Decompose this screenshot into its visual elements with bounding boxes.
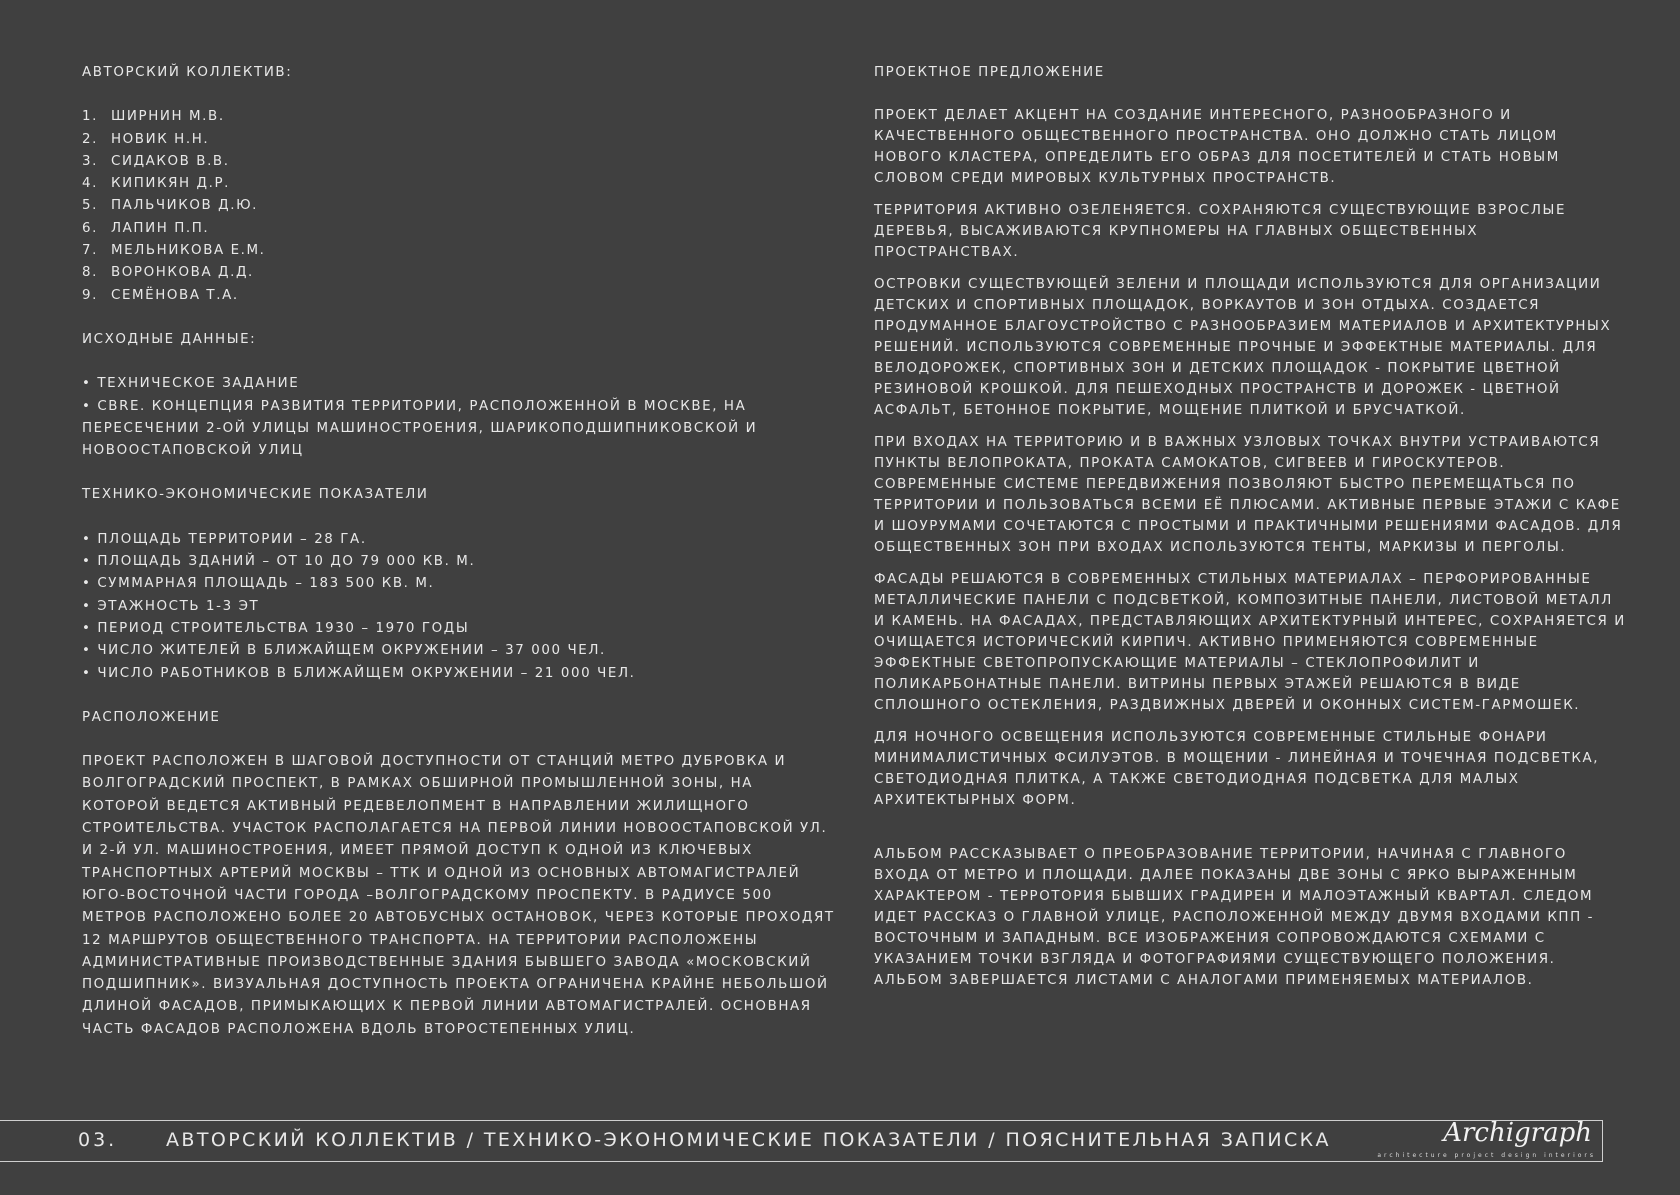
tech-item: • ЭТАЖНОСТЬ 1-3 ЭТ bbox=[82, 596, 837, 618]
footer-title: АВТОРСКИЙ КОЛЛЕКТИВ / ТЕХНИКО-ЭКОНОМИЧЕСКИЕ ПОКАЗАТЕЛИ / ПОЯСНИТЕЛЬНАЯ ЗАПИСКА bbox=[166, 1129, 1331, 1151]
team-heading: АВТОРСКИЙ КОЛЛЕКТИВ: bbox=[82, 65, 293, 80]
tech-list bbox=[82, 529, 837, 685]
team-list bbox=[82, 106, 837, 307]
tech-heading: ТЕХНИКО-ЭКОНОМИЧЕСКИЕ ПОКАЗАТЕЛИ bbox=[82, 487, 429, 503]
proposal-paragraph: ПРОЕКТ ДЕЛАЕТ АКЦЕНТ НА СОЗДАНИЕ ИНТЕРЕСНОГО, РАЗНООБРАЗНОГО И КАЧЕСТВЕННОГО ОБЩЕСТВЕННОГО ПРОСТРАНСТВА. ОНО ДОЛЖНО СТАТЬ ЛИЦОМ НОВОГО КЛАСТЕРА, ОПРЕДЕЛИТЬ ЕГО ОБРАЗ ДЛЯ ПОСЕТИТЕЛЕЙ И СТАТЬ НОВЫМ СЛОВОМ СРЕДИ МИРОВЫХ КУЛЬТУРНЫХ ПРОСТРАНСТВ. bbox=[874, 108, 1560, 186]
page-number: 03. bbox=[78, 1129, 118, 1151]
tech-item: • ЧИСЛО ЖИТЕЛЕЙ В БЛИЖАЙЩЕМ ОКРУЖЕНИИ – 37 000 ЧЕЛ. bbox=[82, 640, 837, 662]
proposal-paragraph: ТЕРРИТОРИЯ АКТИВНО ОЗЕЛЕНЯЕТСЯ. СОХРАНЯЮТСЯ СУЩЕСТВУЮЩИЕ ВЗРОСЛЫЕ ДЕРЕВЬЯ, ВЫСАЖИВАЮТСЯ КРУПНОМЕРЫ НА ГЛАВНЫХ ОБЩЕСТВЕННЫХ ПРОСТРАНСТВАХ. bbox=[874, 203, 1567, 260]
source-item: • CBRE. КОНЦЕПЦИЯ РАЗВИТИЯ ТЕРРИТОРИИ, РАСПОЛОЖЕННОЙ В МОСКВЕ, НА ПЕРЕСЕЧЕНИИ 2-ОЙ УЛИЦЫ МАШИНОСТРОЕНИЯ, ШАРИКОПОДШИПНИКОВСКОЙ И НОВООСТАПОВСКОЙ УЛИЦ bbox=[82, 396, 837, 463]
proposal-paragraph: ДЛЯ НОЧНОГО ОСВЕЩЕНИЯ ИСПОЛЬЗУЮТСЯ СОВРЕМЕННЫЕ СТИЛЬНЫЕ ФОНАРИ МИНИМАЛИСТИЧНЫХ ФСИЛУЭТОВ. В МОЩЕНИИ - ЛИНЕЙНАЯ И ТОЧЕЧНАЯ ПОДСВЕТКА, СВЕТОДИОДНАЯ ПЛИТКА, А ТАКЖЕ СВЕТОДИОДНАЯ ПОДСВЕТКА ДЛЯ МАЛЫХ АРХИТЕКТЫРНЫХ ФОРМ. bbox=[874, 730, 1600, 808]
right-column bbox=[874, 62, 1629, 991]
location-heading: РАСПОЛОЖЕНИЕ bbox=[82, 709, 221, 725]
team-member: 6. ЛАПИН П.П. bbox=[82, 220, 210, 236]
archigraph-logo bbox=[1377, 1118, 1602, 1160]
proposal-paragraph: ПРИ ВХОДАХ НА ТЕРРИТОРИЮ И В ВАЖНЫХ УЗЛОВЫХ ТОЧКАХ ВНУТРИ УСТРАИВАЮТСЯ ПУНКТЫ ВЕЛОПРОКАТА, ПРОКАТА САМОКАТОВ, СИГВЕЕВ И ГИРОСКУТЕРОВ. СОВРЕМЕННЫЕ СИСТЕМЕ ПЕРЕДВИЖЕНИЯ ПОЗВОЛЯЮТ БЫСТРО ПЕРЕМЕЩАТЬСЯ ПО ТЕРРИТОРИИ И ПОЛЬЗОВАТЬСЯ ВСЕМИ ЕЁ ПЛЮСАМИ. АКТИВНЫЕ ПЕРВЫЕ ЭТАЖИ С КАФЕ И ШОУРУМАМИ СОЧЕТАЮТСЯ С ПРОСТЫМИ И ПРАКТИЧНЫМИ РЕШЕНИЯМИ ФАСАДОВ. ДЛЯ ОБЩЕСТВЕННЫХ ЗОН ПРИ ВХОДАХ ИСПОЛЬЗУЮТСЯ ТЕНТЫ, МАРКИЗЫ И ПЕРГОЛЫ. bbox=[874, 435, 1623, 555]
team-member: 9. СЕМЁНОВА Т.А. bbox=[82, 287, 239, 303]
album-text: АЛЬБОМ РАССКАЗЫВАЕТ О ПРЕОБРАЗОВАНИЕ ТЕРРИТОРИИ, НАЧИНАЯ С ГЛАВНОГО ВХОДА ОТ МЕТРО И ПЛОЩАДИ. ДАЛЕЕ ПОКАЗАНЫ ДВЕ ЗОНЫ С ЯРКО ВЫРАЖЕННЫМ ХАРАКТЕРОМ - ТЕРРОТОРИЯ БЫВШИХ ГРАДИРЕН И МАЛОЭТАЖНЫЙ КВАРТАЛ. СЛЕДОМ ИДЕТ РАССКАЗ О ГЛАВНОЙ УЛИЦЕ, РАСПОЛОЖЕННОЙ МЕЖДУ ДВУМЯ ВХОДАМИ КПП - ВОСТОЧНЫМ И ЗАПАДНЫМ. ВСЕ ИЗОБРАЖЕНИЯ СОПРОВОЖДАЮТСЯ СХЕМАМИ С УКАЗАНИЕМ ТОЧКИ ВЗГЛЯДА И ФОТОГРАФИЯМИ СУЩЕСТВУЮЩЕГО ПОЛОЖЕНИЯ. АЛЬБОМ ЗАВЕРШАЕТСЯ ЛИСТАМИ С АНАЛОГАМИ ПРИМЕНЯЕМЫХ МАТЕРИАЛОВ. bbox=[874, 847, 1595, 988]
team-member: 5. ПАЛЬЧИКОВ Д.Ю. bbox=[82, 198, 259, 214]
footer-bar bbox=[0, 1120, 1603, 1162]
logo-tagline: architecture project design interiors bbox=[1377, 1152, 1596, 1159]
location-text: ПРОЕКТ РАСПОЛОЖЕН В ШАГОВОЙ ДОСТУПНОСТИ ОТ СТАНЦИЙ МЕТРО ДУБРОВКА И ВОЛГОГРАДСКИЙ ПРОСПЕКТ, В РАМКАХ ОБШИРНОЙ ПРОМЫШЛЕННОЙ ЗОНЫ, НА КОТОРОЙ ВЕДЕТСЯ АКТИВНЫЙ РЕДЕВЕЛОПМЕНТ В НАПРАВЛЕНИИ ЖИЛИЩНОГО СТРОИТЕЛЬСТВА. УЧАСТОК РАСПОЛАГАЕТСЯ НА ПЕРВОЙ ЛИНИИ НОВООСТАПОВСКОЙ УЛ. И 2-Й УЛ. МАШИНОСТРОЕНИЯ, ИМЕЕТ ПРЯМОЙ ДОСТУП К ОДНОЙ ИЗ КЛЮЧЕВЫХ ТРАНСПОРТНЫХ АРТЕРИЙ МОСКВЫ – ТТК И ОДНОЙ ИЗ ОСНОВНЫХ АВТОМАГИСТРАЛЕЙ ЮГО-ВОСТОЧНОЙ ЧАСТИ ГОРОДА –ВОЛГОГРАДСКОМУ ПРОСПЕКТУ. В РАДИУСЕ 500 МЕТРОВ РАСПОЛОЖЕНО БОЛЕЕ 20 АВТОБУСНЫХ ОСТАНОВОК, ЧЕРЕЗ КОТОРЫЕ ПРОХОДЯТ 12 МАРШРУТОВ ОБЩЕСТВЕННОГО ТРАНСПОРТА. НА ТЕРРИТОРИИ РАСПОЛОЖЕНЫ АДМИНИСТРАТИВНЫЕ ПРОИЗВОДСТВЕННЫЕ ЗДАНИЯ БЫВШЕГО ЗАВОДА «МОСКОВСКИЙ ПОДШИПНИК». ВИЗУАЛЬНАЯ ДОСТУПНОСТЬ ПРОЕКТА ОГРАНИЧЕНА КРАЙНЕ НЕБОЛЬШОЙ ДЛИНОЙ ФАСАДОВ, ПРИМЫКАЮЩИХ К ПЕРВОЙ ЛИНИИ АВТОМАГИСТРАЛЕЙ. ОСНОВНАЯ ЧАСТЬ ФАСАДОВ РАСПОЛОЖЕНА ВДОЛЬ ВТОРОСТЕПЕННЫХ УЛИЦ. bbox=[82, 754, 835, 1037]
team-member: 2. НОВИК Н.Н. bbox=[82, 131, 210, 147]
team-member: 1. ШИРНИН М.В. bbox=[82, 109, 225, 125]
team-member: 3. СИДАКОВ В.В. bbox=[82, 153, 230, 169]
logo-wordmark: Archigraph bbox=[1443, 1118, 1592, 1148]
tech-item: • СУММАРНАЯ ПЛОЩАДЬ – 183 500 КВ. М. bbox=[82, 573, 837, 595]
team-member: 8. ВОРОНКОВА Д.Д. bbox=[82, 265, 254, 281]
team-member: 7. МЕЛЬНИКОВА Е.М. bbox=[82, 243, 266, 259]
team-member: 4. КИПИКЯН Д.Р. bbox=[82, 176, 230, 192]
proposal-paragraph: ОСТРОВКИ СУЩЕСТВУЮЩЕЙ ЗЕЛЕНИ И ПЛОЩАДИ ИСПОЛЬЗУЮТСЯ ДЛЯ ОРГАНИЗАЦИИ ДЕТСКИХ И СПОРТИВНЫХ ПЛОЩАДОК, ВОРКАУТОВ И ЗОН ОТДЫХА. СОЗДАЕТСЯ ПРОДУМАННОЕ БЛАГОУСТРОЙСТВО С РАЗНООБРАЗИЕМ МАТЕРИАЛОВ И АРХИТЕКТУРНЫХ РЕШЕНИЙ. ИСПОЛЬЗУЮТСЯ СОВРЕМЕННЫЕ ПРОЧНЫЕ И ЭФФЕКТНЫЕ МАТЕРИАЛЫ. ДЛЯ ВЕЛОДОРОЖЕК, СПОРТИВНЫХ ЗОН И ДЕТСКИХ ПЛОЩАДОК - ПОКРЫТИЕ ЦВЕТНОЙ РЕЗИНОВОЙ КРОШКОЙ. ДЛЯ ПЕШЕХОДНЫХ ПРОСТРАНСТВ И ДОРОЖЕК - ЦВЕТНОЙ АСФАЛЬТ, БЕТОННОЕ ПОКРЫТИЕ, МОЩЕНИЕ ПЛИТКОЙ И БРУСЧАТКОЙ. bbox=[874, 277, 1612, 418]
left-column bbox=[82, 62, 837, 1041]
tech-item: • ПЕРИОД СТРОИТЕЛЬСТВА 1930 – 1970 ГОДЫ bbox=[82, 618, 837, 640]
proposal-paragraph: ФАСАДЫ РЕШАЮТСЯ В СОВРЕМЕННЫХ СТИЛЬНЫХ МАТЕРИАЛАХ – ПЕРФОРИРОВАННЫЕ МЕТАЛЛИЧЕСКИЕ ПАНЕЛИ С ПОДСВЕТКОЙ, КОМПОЗИТНЫЕ ПАНЕЛИ, ЛИСТОВОЙ МЕТАЛЛ И КАМЕНЬ. НА ФАСАДАХ, ПРЕДСТАВЛЯЮЩИХ АРХИТЕКТУРНЫЙ ИНТЕРЕС, СОХРАНЯЕТСЯ И ОЧИЩАЕТСЯ ИСТОРИЧЕСКИЙ КИРПИЧ. АКТИВНО ПРИМЕНЯЮТСЯ СОВРЕМЕННЫЕ ЭФФЕКТНЫЕ СВЕТОПРОПУСКАЮЩИЕ МАТЕРИАЛЫ – СТЕКЛОПРОФИЛИТ И ПОЛИКАРБОНАТНЫЕ ПАНЕЛИ. ВИТРИНЫ ПЕРВЫХ ЭТАЖЕЙ РЕШАЮТСЯ В ВИДЕ СПЛОШНОГО ОСТЕКЛЕНИЯ, РАЗДВИЖНЫХ ДВЕРЕЙ И ОКОННЫХ СИСТЕМ-ГАРМОШЕК. bbox=[874, 572, 1626, 713]
tech-item: • ПЛОЩАДЬ ЗДАНИЙ – ОТ 10 ДО 79 000 КВ. М. bbox=[82, 551, 837, 573]
tech-item: • ЧИСЛО РАБОТНИКОВ В БЛИЖАЙЩЕМ ОКРУЖЕНИИ – 21 000 ЧЕЛ. bbox=[82, 663, 837, 685]
tech-item: • ПЛОЩАДЬ ТЕРРИТОРИИ – 28 ГА. bbox=[82, 529, 837, 551]
proposal-heading: ПРОЕКТНОЕ ПРЕДЛОЖЕНИЕ bbox=[874, 65, 1105, 80]
source-item: • ТЕХНИЧЕСКОЕ ЗАДАНИЕ bbox=[82, 373, 837, 395]
source-heading: ИСХОДНЫЕ ДАННЫЕ: bbox=[82, 331, 257, 347]
source-list bbox=[82, 373, 837, 462]
